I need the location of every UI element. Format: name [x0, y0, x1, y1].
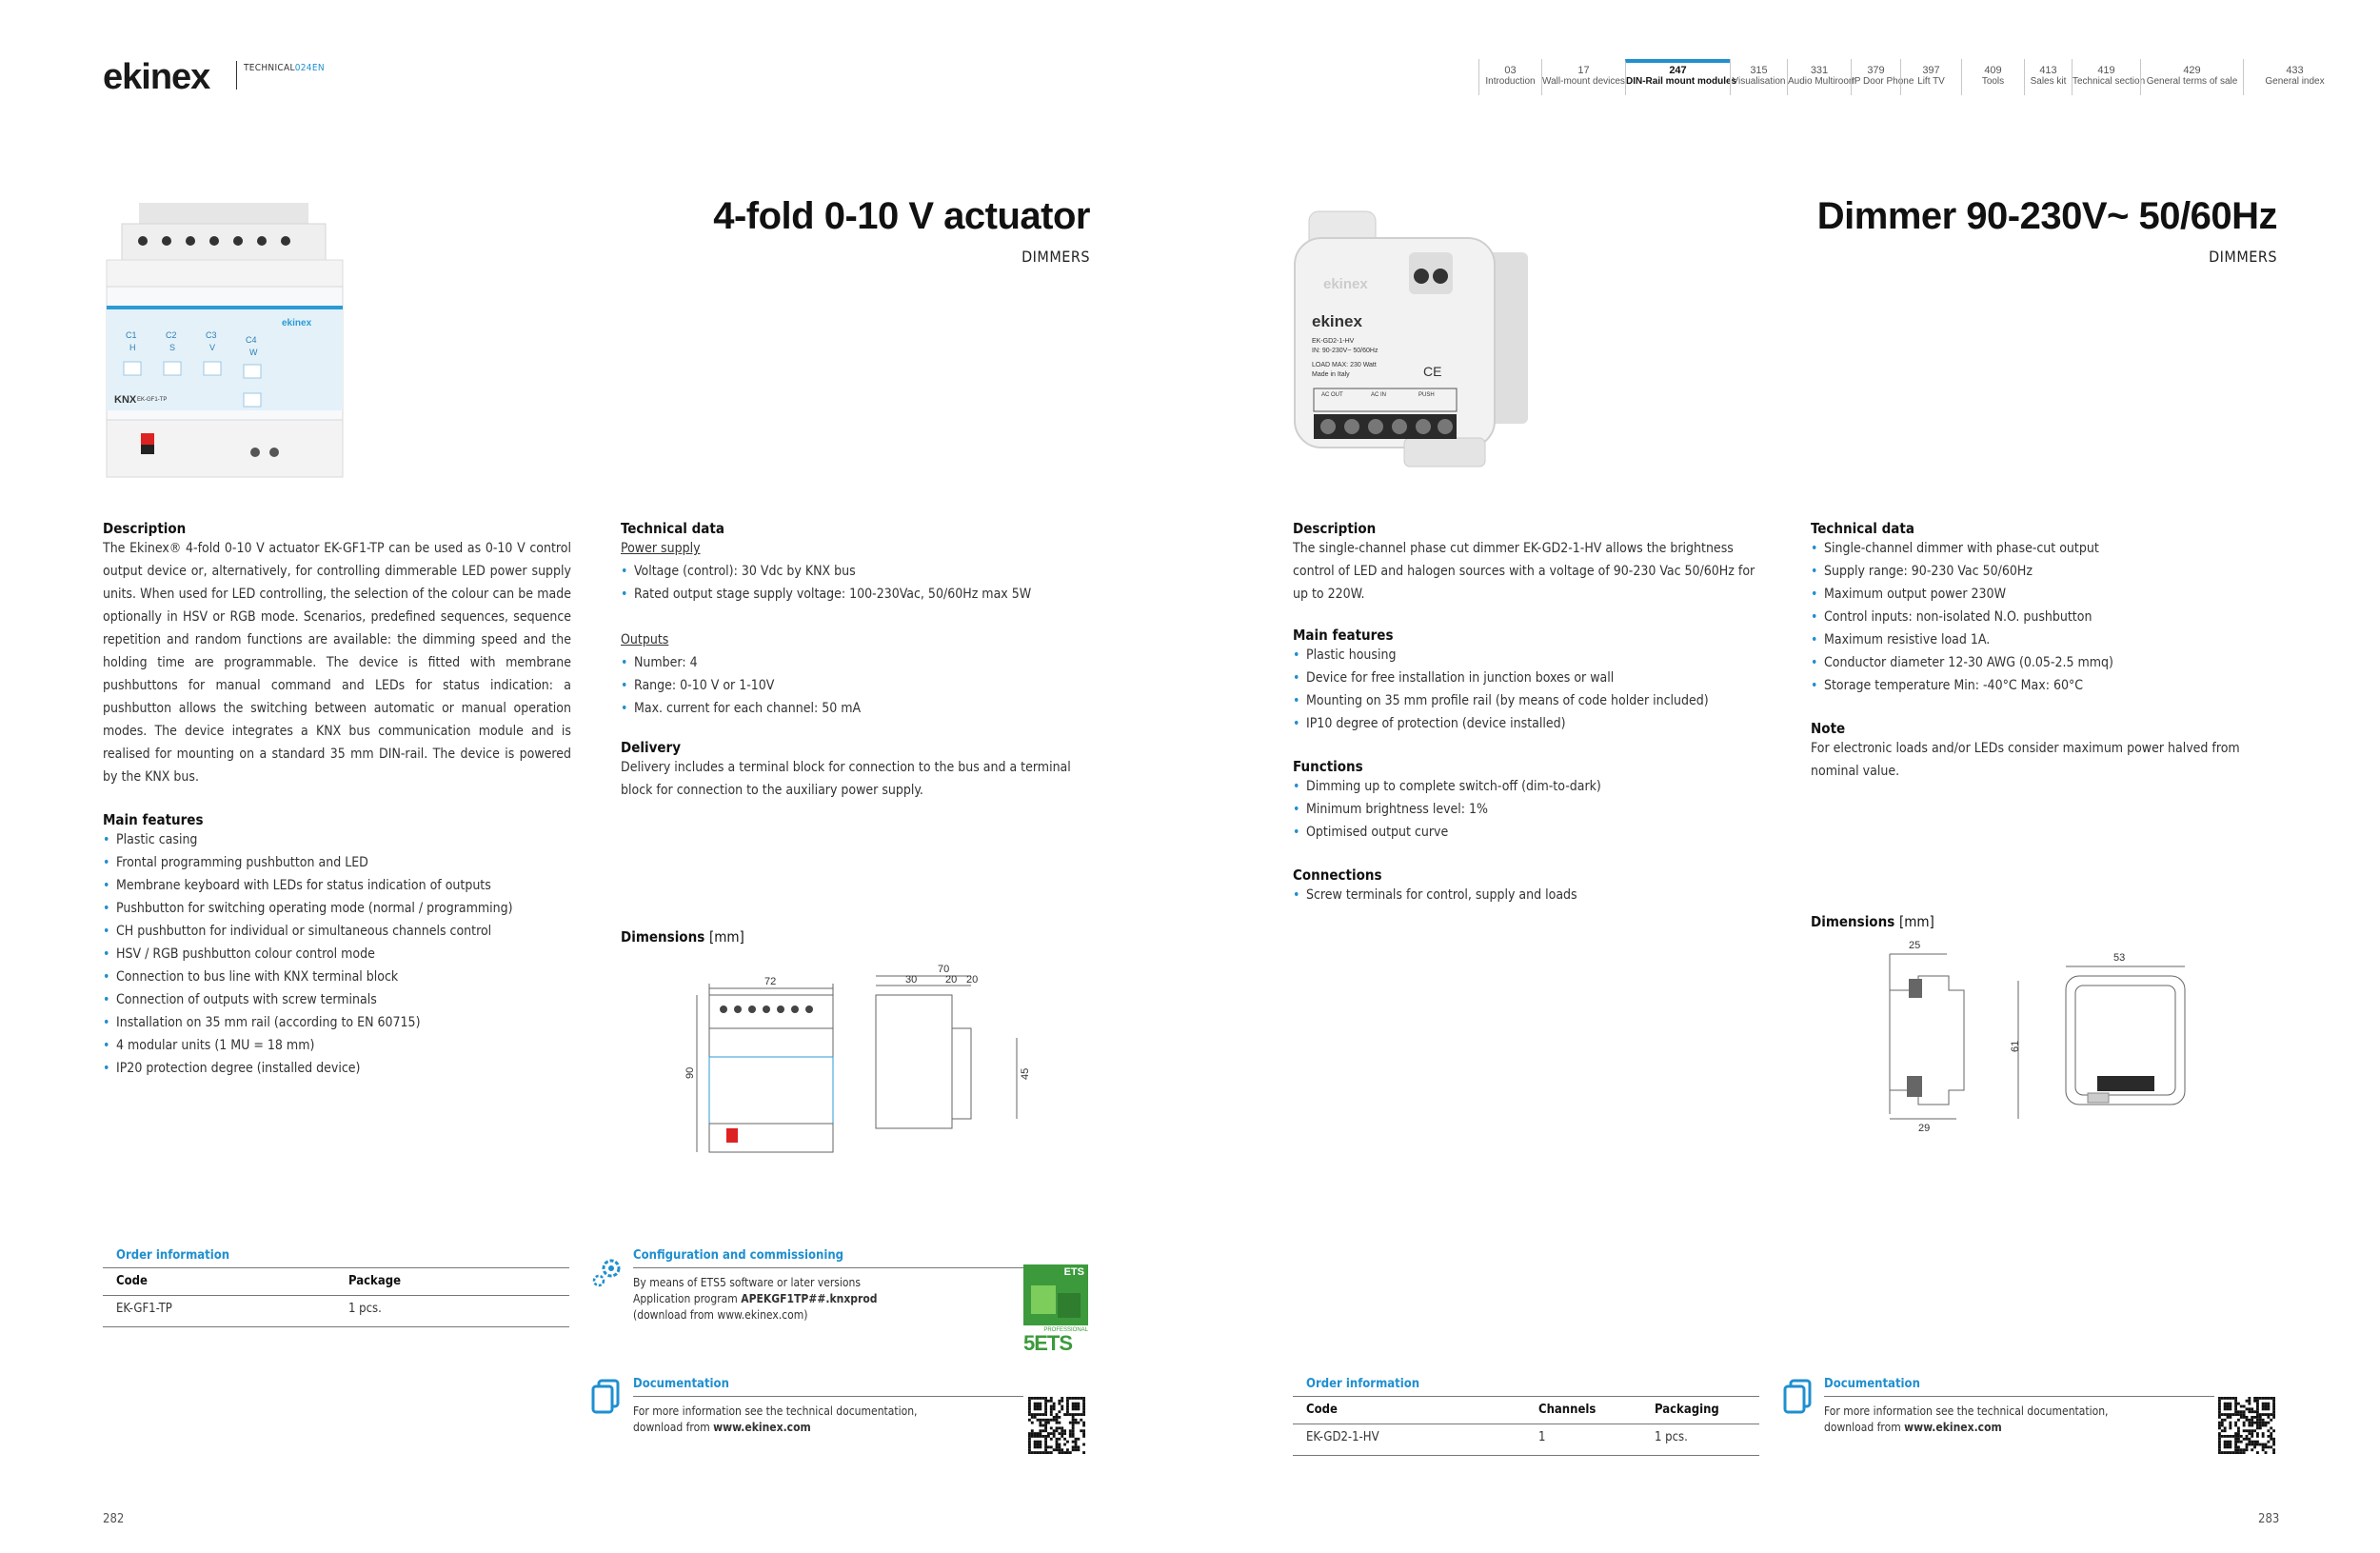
note-text: For electronic loads and/or LEDs consider maximum power halved from nominal value. [1811, 741, 2240, 779]
svg-text:C1: C1 [126, 330, 137, 340]
right-tech-block [1811, 518, 2277, 783]
left-doc-link[interactable]: www.ekinex.com [713, 1421, 811, 1434]
svg-text:KNX: KNX [114, 394, 137, 406]
right-tech-list [1811, 537, 2277, 697]
order-header-channels: Channels [1538, 1403, 1597, 1417]
dim-width-label: 72 [764, 976, 777, 987]
svg-text:CE: CE [1423, 364, 1442, 379]
left-category: DIMMERS [1021, 248, 1090, 266]
list-item: • Pushbutton for switching operating mode (normal / programming) [103, 897, 571, 920]
right-doc-title: Documentation [1824, 1377, 1920, 1391]
note-title: Note [1811, 720, 1846, 737]
svg-text:ekinex: ekinex [1312, 312, 1362, 330]
nav-tab[interactable]: 379 IP Door Phone [1851, 59, 1900, 95]
config-title: Configuration and commissioning [633, 1248, 844, 1263]
dim-width-label: 53 [2113, 952, 2126, 964]
list-item: • Control inputs: non-isolated N.O. pushbutton [1811, 606, 2277, 628]
list-item: • Connection of outputs with screw terminals [103, 988, 571, 1011]
order-header-package: Package [348, 1274, 402, 1288]
left-dimension-drawing [681, 957, 1042, 1157]
delivery-text: Delivery includes a terminal block for connection to the bus and a terminal block for connection to the auxiliary power supply. [621, 760, 1071, 798]
power-supply-list [621, 560, 1090, 606]
right-title: Dimmer 90-230V~ 50/60Hz [1816, 195, 2277, 237]
svg-text:EK-GD2-1-HV: EK-GD2-1-HV [1312, 338, 1355, 345]
list-item: • Connection to bus line with KNX terminal block [103, 966, 571, 988]
right-order-title: Order information [1306, 1377, 1420, 1391]
list-item: • Maximum output power 230W [1811, 583, 2277, 606]
power-supply-title: Power supply [621, 541, 701, 556]
list-item: • Supply range: 90-230 Vac 50/60Hz [1811, 560, 2277, 583]
svg-text:AC OUT: AC OUT [1321, 392, 1343, 398]
list-item: • Mounting on 35 mm profile rail (by means of code holder included) [1293, 689, 1761, 712]
svg-text:IN: 90-230V~ 50/60Hz: IN: 90-230V~ 50/60Hz [1312, 348, 1378, 354]
right-features-list [1293, 644, 1761, 735]
device-brand: ekinex [282, 318, 312, 329]
right-description-title: Description [1293, 520, 1377, 537]
left-description-title: Description [103, 520, 187, 537]
config-line [633, 1267, 1023, 1268]
nav-tab[interactable]: 397 Lift TV [1900, 59, 1961, 95]
right-dimension-drawing [1880, 933, 2209, 1138]
dim-height-label: 90 [684, 1066, 696, 1079]
list-item: • Max. current for each channel: 50 mA [621, 697, 1090, 720]
left-order-table [103, 1274, 569, 1327]
order-header-code: Code [1306, 1403, 1338, 1417]
left-tech-title: Technical data [621, 520, 724, 537]
left-description-block [103, 518, 571, 1080]
functions-list [1293, 775, 1761, 844]
svg-text:Made in Italy: Made in Italy [1312, 371, 1350, 378]
brand-logo: ekinex [103, 57, 210, 97]
right-description-text: The single-channel phase cut dimmer EK-GD2-1-HV allows the brightness control of LED and halogen sources with a voltage of 90-230 Vac 50/60Hz for up to 220W. [1293, 541, 1755, 602]
left-page-number: 282 [103, 1512, 125, 1526]
list-item: • Installation on 35 mm rail (according to EN 60715) [103, 1011, 571, 1034]
svg-text:PUSH: PUSH [1418, 392, 1435, 398]
list-item: • Minimum brightness level: 1% [1293, 798, 1761, 821]
left-order-title: Order information [116, 1248, 230, 1263]
list-item: • Storage temperature Min: -40°C Max: 60°C [1811, 674, 2277, 697]
svg-text:C3: C3 [206, 330, 217, 340]
config-text: By means of ETS5 software or later versions Application program APEKGF1TP##.knxprod (download from www.ekinex.com) [633, 1276, 878, 1322]
svg-text:C4: C4 [246, 335, 257, 345]
nav-tab[interactable]: 433 General index [2243, 59, 2346, 95]
right-doc-text: For more information see the technical documentation, download from www.ekinex.com [1824, 1404, 2109, 1434]
nav-tab[interactable]: 247 DIN-Rail mount modules [1625, 59, 1730, 95]
nav-tab[interactable]: 17 Wall-mount devices [1541, 59, 1625, 95]
svg-text:LOAD MAX: 230 Watt: LOAD MAX: 230 Watt [1312, 362, 1377, 368]
nav-tab[interactable]: 315 Visualisation [1730, 59, 1787, 95]
left-doc-line [633, 1396, 1023, 1397]
gear-icon [590, 1255, 625, 1289]
right-features-title: Main features [1293, 627, 1394, 644]
svg-text:W: W [249, 348, 258, 357]
left-order-topline [103, 1267, 569, 1268]
dim-d1-label: 30 [905, 974, 918, 986]
left-doc-text: For more information see the technical documentation, download from www.ekinex.com [633, 1404, 918, 1434]
svg-text:ekinex: ekinex [1323, 276, 1368, 292]
logo-divider [236, 61, 237, 90]
right-category: DIMMERS [2209, 248, 2277, 266]
qr-code-icon[interactable] [2218, 1397, 2275, 1454]
section-nav [1478, 59, 2346, 95]
svg-text:EK-GF1-TP: EK-GF1-TP [137, 397, 168, 403]
list-item: • Range: 0-10 V or 1-10V [621, 674, 1090, 697]
svg-text:V: V [209, 343, 216, 352]
left-dimensions-title: Dimensions [mm] [621, 928, 744, 946]
list-item: • Single-channel dimmer with phase-cut output [1811, 537, 2277, 560]
left-doc-title: Documentation [633, 1377, 729, 1391]
dim-depth-top-label: 25 [1909, 940, 1921, 951]
right-tech-title: Technical data [1811, 520, 1914, 537]
left-features-list [103, 828, 571, 1080]
nav-tab[interactable]: 429 General terms of sale [2140, 59, 2243, 95]
left-tech-block [621, 518, 1090, 802]
nav-tab[interactable]: 409 Tools [1961, 59, 2024, 95]
list-item: • Dimming up to complete switch-off (dim-to-dark) [1293, 775, 1761, 798]
nav-tab[interactable]: 331 Audio Multiroom [1787, 59, 1851, 95]
nav-tab[interactable]: 03 Introduction [1478, 59, 1541, 95]
list-item: • Optimised output curve [1293, 821, 1761, 844]
right-dimensions-title: Dimensions [mm] [1811, 913, 1934, 930]
outputs-title: Outputs [621, 632, 669, 647]
connections-list [1293, 884, 1761, 906]
right-order-table [1293, 1403, 1759, 1456]
list-item: • CH pushbutton for individual or simultaneous channels control [103, 920, 571, 943]
svg-text:H: H [129, 343, 136, 352]
left-features-title: Main features [103, 811, 204, 828]
list-item: • Conductor diameter 12-30 AWG (0.05-2.5 mmq) [1811, 651, 2277, 674]
list-item: • Device for free installation in junction boxes or wall [1293, 667, 1761, 689]
dim-d3-label: 20 [966, 974, 979, 986]
dim-depth-label: 70 [938, 964, 950, 975]
list-item: • Maximum resistive load 1A. [1811, 628, 2277, 651]
list-item: • Plastic casing [103, 828, 571, 851]
dim-h2-label: 45 [1020, 1067, 1031, 1080]
list-item: • Rated output stage supply voltage: 100-230Vac, 50/60Hz max 5W [621, 583, 1090, 606]
right-page-number: 283 [2258, 1512, 2280, 1526]
document-icon [590, 1378, 623, 1414]
list-item: • IP20 protection degree (installed device) [103, 1057, 571, 1080]
list-item: • IP10 degree of protection (device installed) [1293, 712, 1761, 735]
qr-code-icon[interactable] [1028, 1397, 1085, 1454]
table-row: EK-GD2-1-HV 1 1 pcs. [1306, 1430, 1688, 1444]
connections-title: Connections [1293, 866, 1382, 884]
right-doc-link[interactable]: www.ekinex.com [1904, 1421, 2002, 1434]
list-item: • HSV / RGB pushbutton colour control mode [103, 943, 571, 966]
table-row: EK-GF1-TP 1 pcs. [116, 1302, 382, 1316]
left-title: 4-fold 0-10 V actuator [713, 195, 1090, 237]
dim-height-label: 61 [2010, 1040, 2021, 1052]
right-order-topline [1293, 1396, 1759, 1397]
left-description-text: The Ekinex® 4-fold 0-10 V actuator EK-GF1-TP can be used as 0-10 V control output device or, alternatively, for controlling dimmerable LED power supply units. When used for LED controlling, the selection of the colour can be made optionally in HSV or RGB mode. Scenarios, predefined sequences, sequence repetition and random functions are available: the dimming speed and the holding time are programmable. The device is fitted with membrane pushbuttons for manual command and LEDs for status indication: a pushbutton allows the switching between automatic or manual operation modes. The device integrates a KNX bus communication module and is realised for mounting on a standard 35 mm DIN-rail. The device is powered by the KNX bus. [103, 541, 571, 785]
list-item: • Membrane keyboard with LEDs for status indication of outputs [103, 874, 571, 897]
list-item: • Frontal programming pushbutton and LED [103, 851, 571, 874]
order-header-packaging: Packaging [1655, 1403, 1719, 1417]
right-product-image [1285, 200, 1533, 476]
list-item: • Number: 4 [621, 651, 1090, 674]
svg-text:C2: C2 [166, 330, 177, 340]
svg-text:S: S [169, 343, 176, 352]
list-item: • Voltage (control): 30 Vdc by KNX bus [621, 560, 1090, 583]
dim-d2-label: 20 [945, 974, 958, 986]
svg-text:AC IN: AC IN [1371, 392, 1387, 398]
right-doc-line [1824, 1396, 2214, 1397]
technical-code: TECHNICAL024EN [244, 63, 325, 73]
outputs-list [621, 651, 1090, 720]
document-icon [1782, 1378, 1815, 1414]
ets-logo: ETS PROFESSIONAL 5ETS [1023, 1266, 1088, 1355]
dim-depth-bottom-label: 29 [1918, 1123, 1931, 1134]
functions-title: Functions [1293, 758, 1363, 775]
list-item: • Plastic housing [1293, 644, 1761, 667]
order-header-code: Code [116, 1274, 148, 1288]
nav-tab[interactable]: 413 Sales kit [2024, 59, 2072, 95]
list-item: • 4 modular units (1 MU = 18 mm) [103, 1034, 571, 1057]
left-product-image [103, 195, 346, 486]
list-item: • Screw terminals for control, supply and loads [1293, 884, 1761, 906]
right-description-block [1293, 518, 1761, 906]
delivery-title: Delivery [621, 739, 682, 756]
nav-tab[interactable]: 419 Technical section [2072, 59, 2140, 95]
